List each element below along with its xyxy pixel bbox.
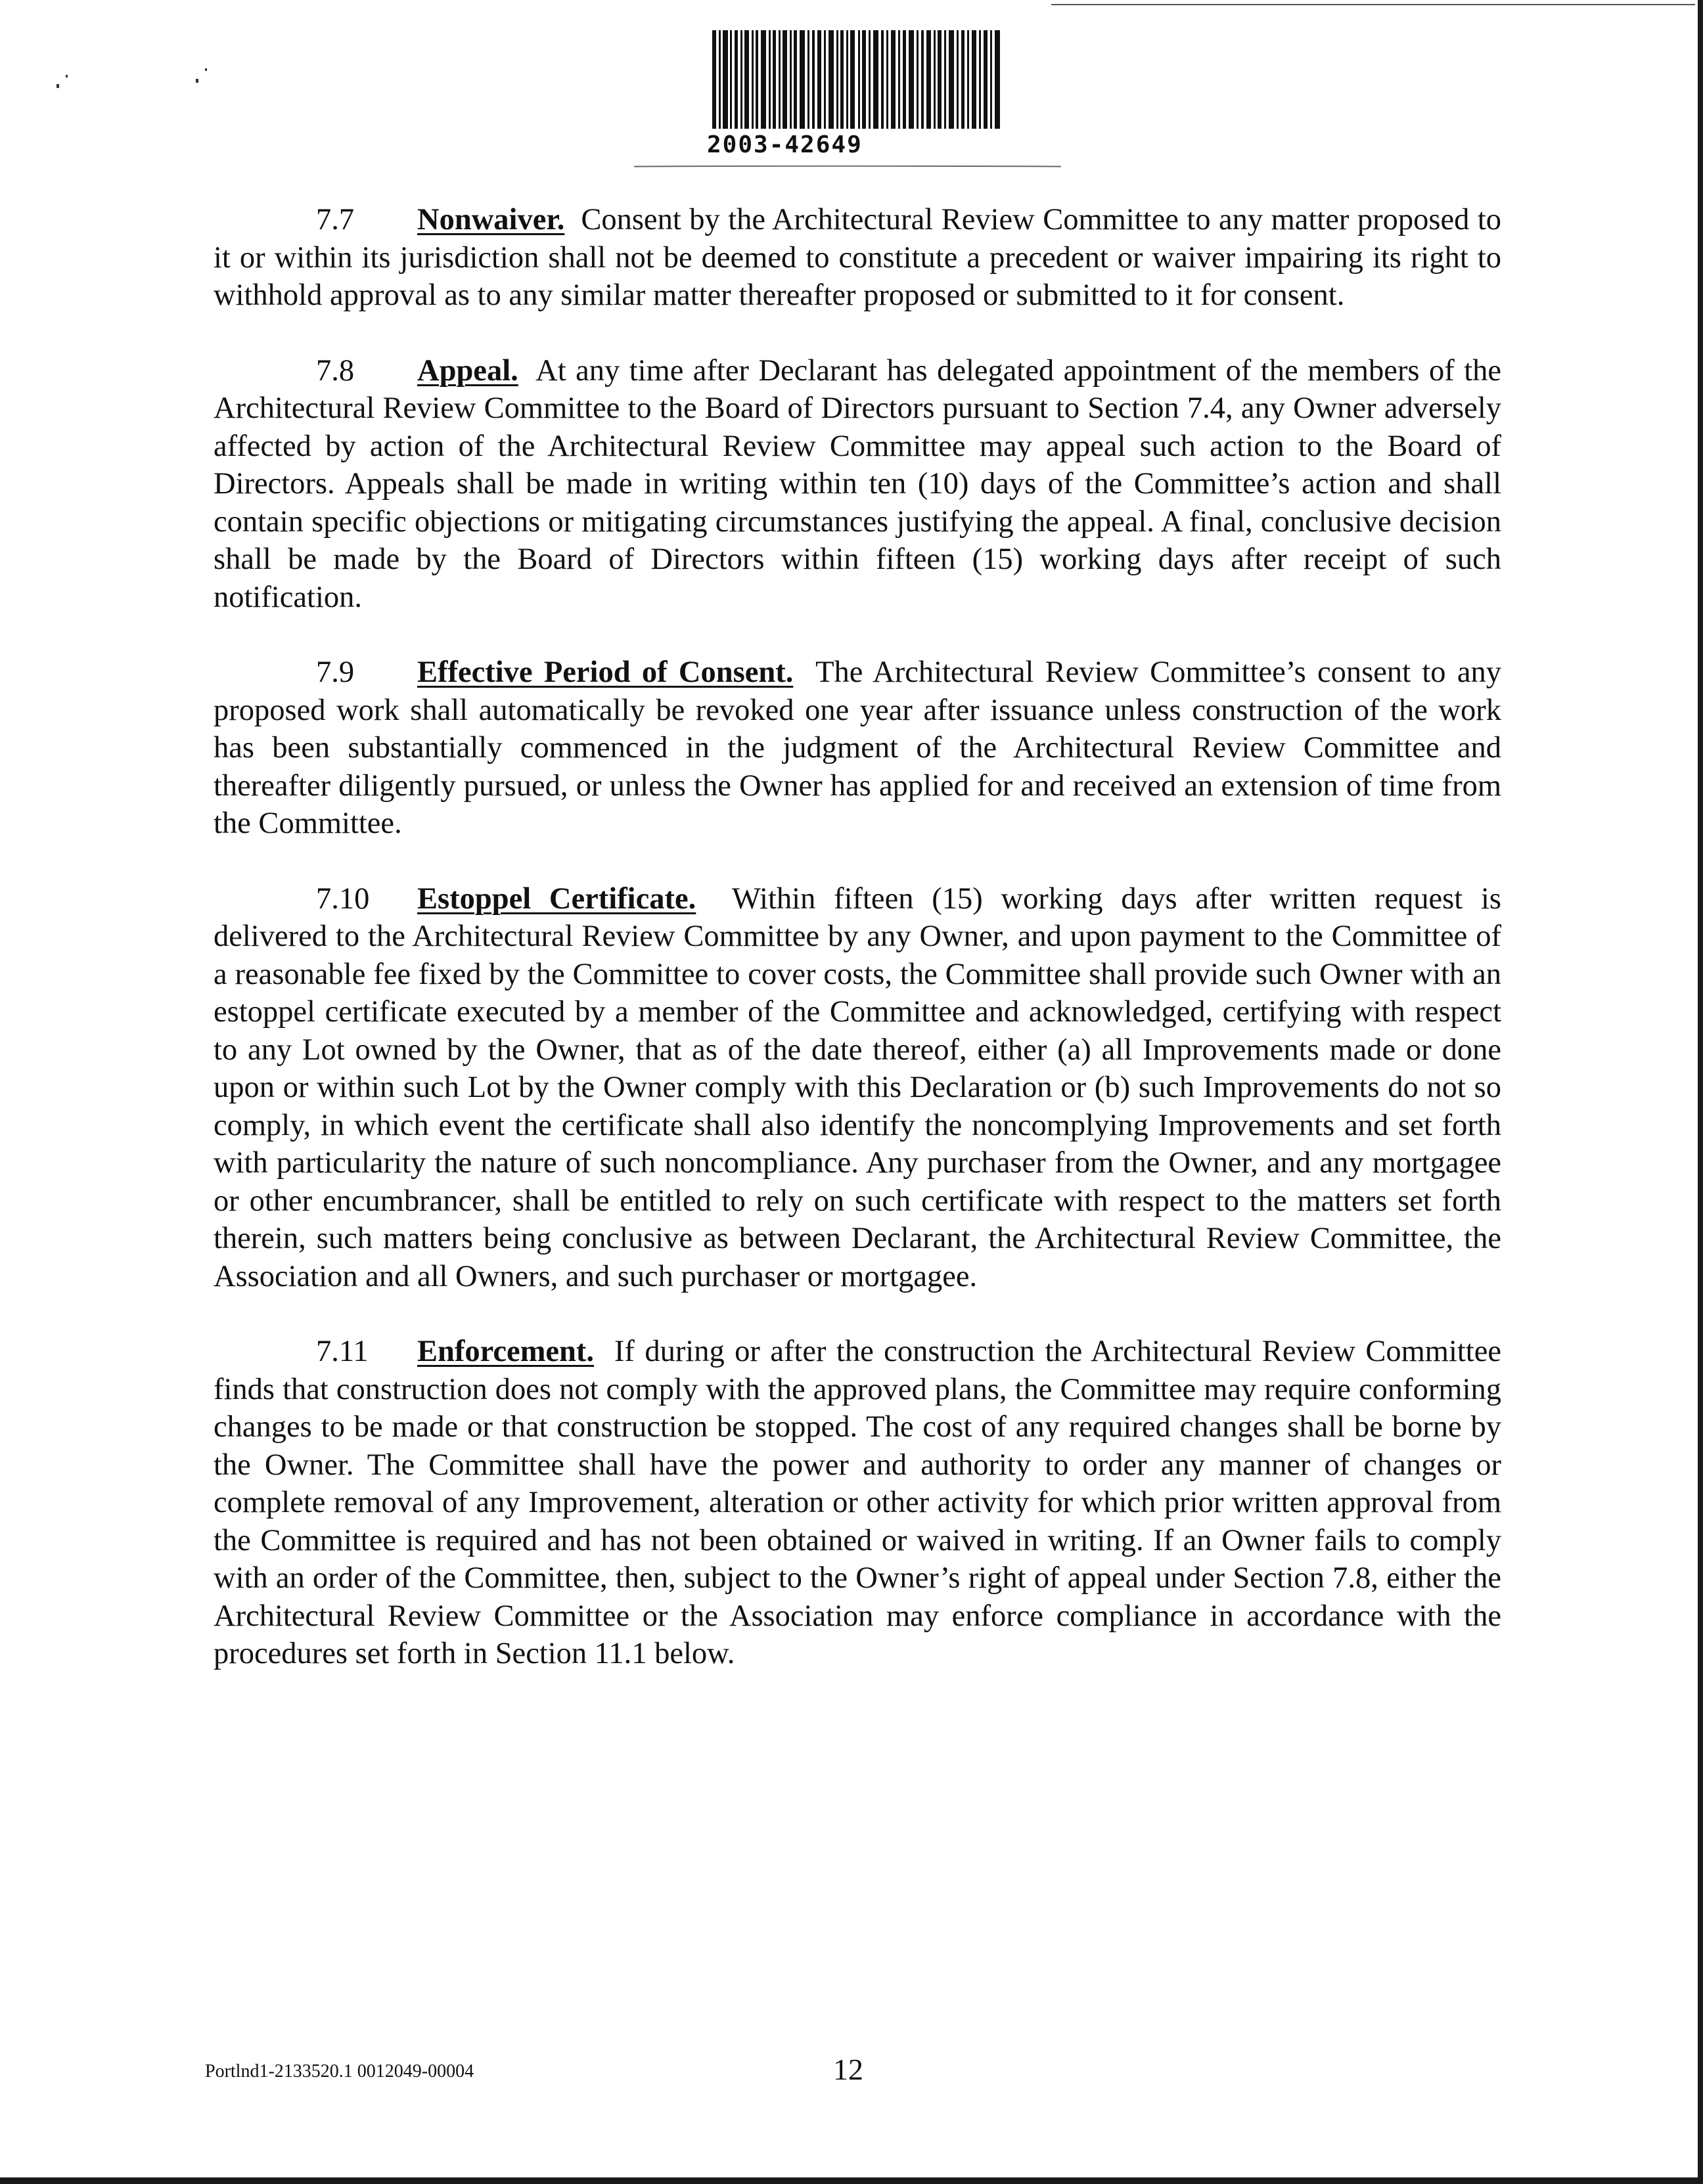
barcode-number: 2003-42649 <box>707 131 863 158</box>
section-text: The Architectural Review Committee’s consent to any proposed work shall automatically be revoked one year after issuance unless construction of the work has been substantially commenced in the judgment of the Architectural Review Committee and thereafter diligently pursued, or unless the Owner has applied for and received an extension of time from the Committee. <box>214 656 1502 840</box>
section-title: Nonwaiver. <box>417 203 565 236</box>
section-text: At any time after Declarant has delegated appointment of the members of the Architectural Review Committee to the Board of Directors pursuant to Section 7.4, any Owner adversely affected by action of the Architectural Review Committee may appeal such action to the Board of Directors. Appeals shall be made in writing within ten (10) days of the Committee’s action and shall contain specific objections or mitigating circumstances justifying the appeal. A final, conclusive decision shall be made by the Board of Directors within fifteen (15) working days after receipt of such notification. <box>214 353 1502 614</box>
section-7-9 <box>214 654 1501 843</box>
section-number: 7.11 <box>316 1335 369 1368</box>
section-text: If during or after the construction the Architectural Review Committee finds that construction does not comply with the approved plans, the Committee may require conforming changes to be made or that construction be stopped. The cost of any required changes shall be borne by the Owner. The Committee shall have the power and authority to order any manner of changes or complete removal of any Improvement, alteration or other activity for which prior written approval from the Committee is required and has not been obtained or waived in writing. If an Owner fails to comply with an order of the Committee, then, subject to the Owner’s right of appeal under Section 7.8, either the Architectural Review Committee or the Association may enforce compliance in accordance with the procedures set forth in Section 11.1 below. <box>214 1335 1501 1670</box>
barcode-underline <box>634 166 1061 167</box>
section-7-11 <box>214 1333 1501 1673</box>
section-7-7 <box>214 201 1501 315</box>
section-title: Effective Period of Consent. <box>417 656 794 689</box>
section-number: 7.9 <box>316 656 355 689</box>
section-number: 7.10 <box>316 881 370 916</box>
section-text: Within fifteen (15) working days after written request is delivered to the Architectural Review Committee by any Owner, and upon payment to the Committee of a reasonable fee fixed by the Committee to cover costs, the Committee shall provide such Owner with an estoppel certificate executed by a member of the Committee and acknowledged, certifying with respect to any Lot owned by the Owner, that as of the date thereof, either (a) all Improvements made or done upon or within such Lot by the Owner comply with this Declaration or (b) such Improvements do not so comply, in which event the certificate shall also identify the noncomplying Improvements and set forth with particularity the nature of such noncompliance. Any purchaser from the Owner, and any mortgagee or other encumbrancer, shall be entitled to rely on such certificate with respect to the matters set forth therein, such matters being conclusive as between Declarant, the Architectural Review Committee, the Association and all Owners, and such purchaser or mortgagee. <box>214 881 1501 1293</box>
scan-edge-line <box>1051 4 1695 5</box>
footer-document-id: Portlnd1-2133520.1 0012049-00004 <box>205 2061 474 2082</box>
section-title: Enforcement. <box>417 1335 595 1368</box>
page-number: 12 <box>833 2053 863 2086</box>
section-number: 7.8 <box>316 353 355 388</box>
section-text: Consent by the Architectural Review Committee to any matter proposed to it or within its jurisdiction shall not be deemed to constitute a precedent or waiver impairing its right to withhold approval as to any similar matter thereafter proposed or submitted to it for consent. <box>214 203 1502 312</box>
section-title: Appeal. <box>417 353 518 388</box>
document-body <box>214 201 1501 1710</box>
section-7-10 <box>214 880 1501 1296</box>
section-7-8 <box>214 352 1501 617</box>
barcode <box>710 30 1005 135</box>
section-title: Estoppel Certificate. <box>417 881 696 916</box>
section-number: 7.7 <box>316 203 355 236</box>
scan-specks <box>53 66 223 105</box>
